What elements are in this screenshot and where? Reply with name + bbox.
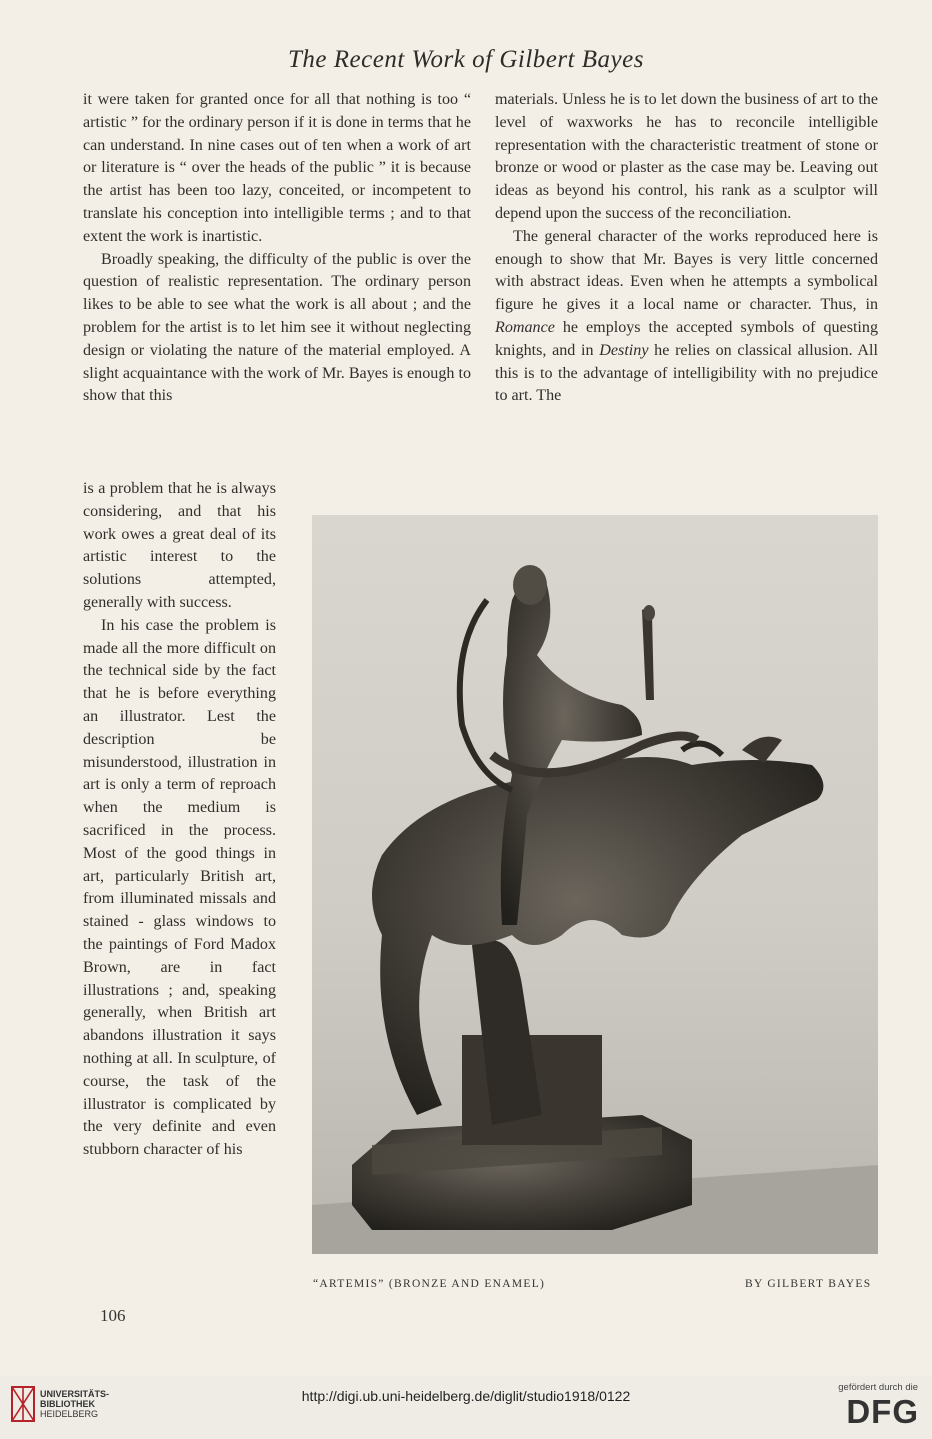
paragraph: is a problem that he is always considering, and that his work owes a great deal of its artistic interest to the solutions attempted, generally with success. [83,480,276,611]
viewer-footer [0,1376,932,1439]
page-number: 106 [100,1306,126,1325]
permalink-link[interactable]: http://digi.ub.uni-heidelberg.de/diglit/studio1918/0122 [301,1388,631,1404]
paragraph: it were taken for granted once for all that nothing is too “ artistic ” for the ordinary person if it is done in terms that he can understand. In nine cases out of ten when a work of art or literature is “ over the heads of the public ” it is because the artist has been too lazy, conceited, or incompetent to translate his conception into intelligible terms ; and to that extent the work is inartistic. [83,91,471,245]
left-column-top [83,89,471,408]
text-run: he relies on classical allusion. All this is to the advantage of intelligibility with no prejudice to art. The [495,341,879,405]
paragraph: In his case the problem is made all the more difficult on the technical side by the fact that he is before everything an illustrator. Lest the description be misunderstood, illustration in art is only a term of reproach when the medium is sacrificed in the process. Most of the good things in art, particularly British art, from illuminated missals and stained - glass windows to the paintings of Ford Madox Brown, are in fact illustrations ; and, speaking generally, when British art abandons illustration it says nothing at all. In sculpture, of course, the task of the illustrator is complicated by the very definite and even stubborn character of his [83,616,276,1159]
dfg-logo-icon: DFG [846,1393,919,1430]
italic-title-destiny: Destiny [599,341,649,359]
paragraph [495,226,878,408]
left-column-narrow [83,478,276,1162]
funding-note: gefördert durch die [838,1382,918,1393]
page-title: The Recent Work of Gilbert Bayes [288,46,644,73]
library-line: UNIVERSITÄTS- [40,1389,110,1399]
text-run: The general character of the works reproduced here is enough to show that Mr. Bayes is very little concerned with abstract ideas. Even when he attempts a symbolical figure he gives it a local name or character. Thus, in [495,227,878,314]
right-column [495,89,878,408]
italic-title-romance: Romance [495,318,555,336]
caption-title: “ARTEMIS” (BRONZE AND ENAMEL) [313,1278,546,1290]
paragraph: Broadly speaking, the difficulty of the public is over the question of realistic representation. The ordinary person likes to be able to see what the work is all about ; and the problem for the artist is to let him see it without neglecting design or violating the nature of the material employed. A slight acquaintance with the work of Mr. Bayes is enough to show that this [83,250,471,405]
library-line: HEIDELBERG [40,1409,99,1419]
caption-credit: BY GILBERT BAYES [745,1278,872,1290]
text-run: he employs the accepted symbols of questing knights, and in [495,318,878,359]
artemis-sculpture-photo [312,515,878,1254]
library-line: BIBLIOTHEK [40,1399,95,1409]
paragraph: materials. Unless he is to let down the business of art to the level of waxworks he has to reconcile intelligible representation with the characteristic treatment of stone or bronze or wood or plaster as the case may be. Leaving out ideas as beyond his control, his rank as a sculptor will depend upon the success of the reconciliation. [495,91,878,222]
